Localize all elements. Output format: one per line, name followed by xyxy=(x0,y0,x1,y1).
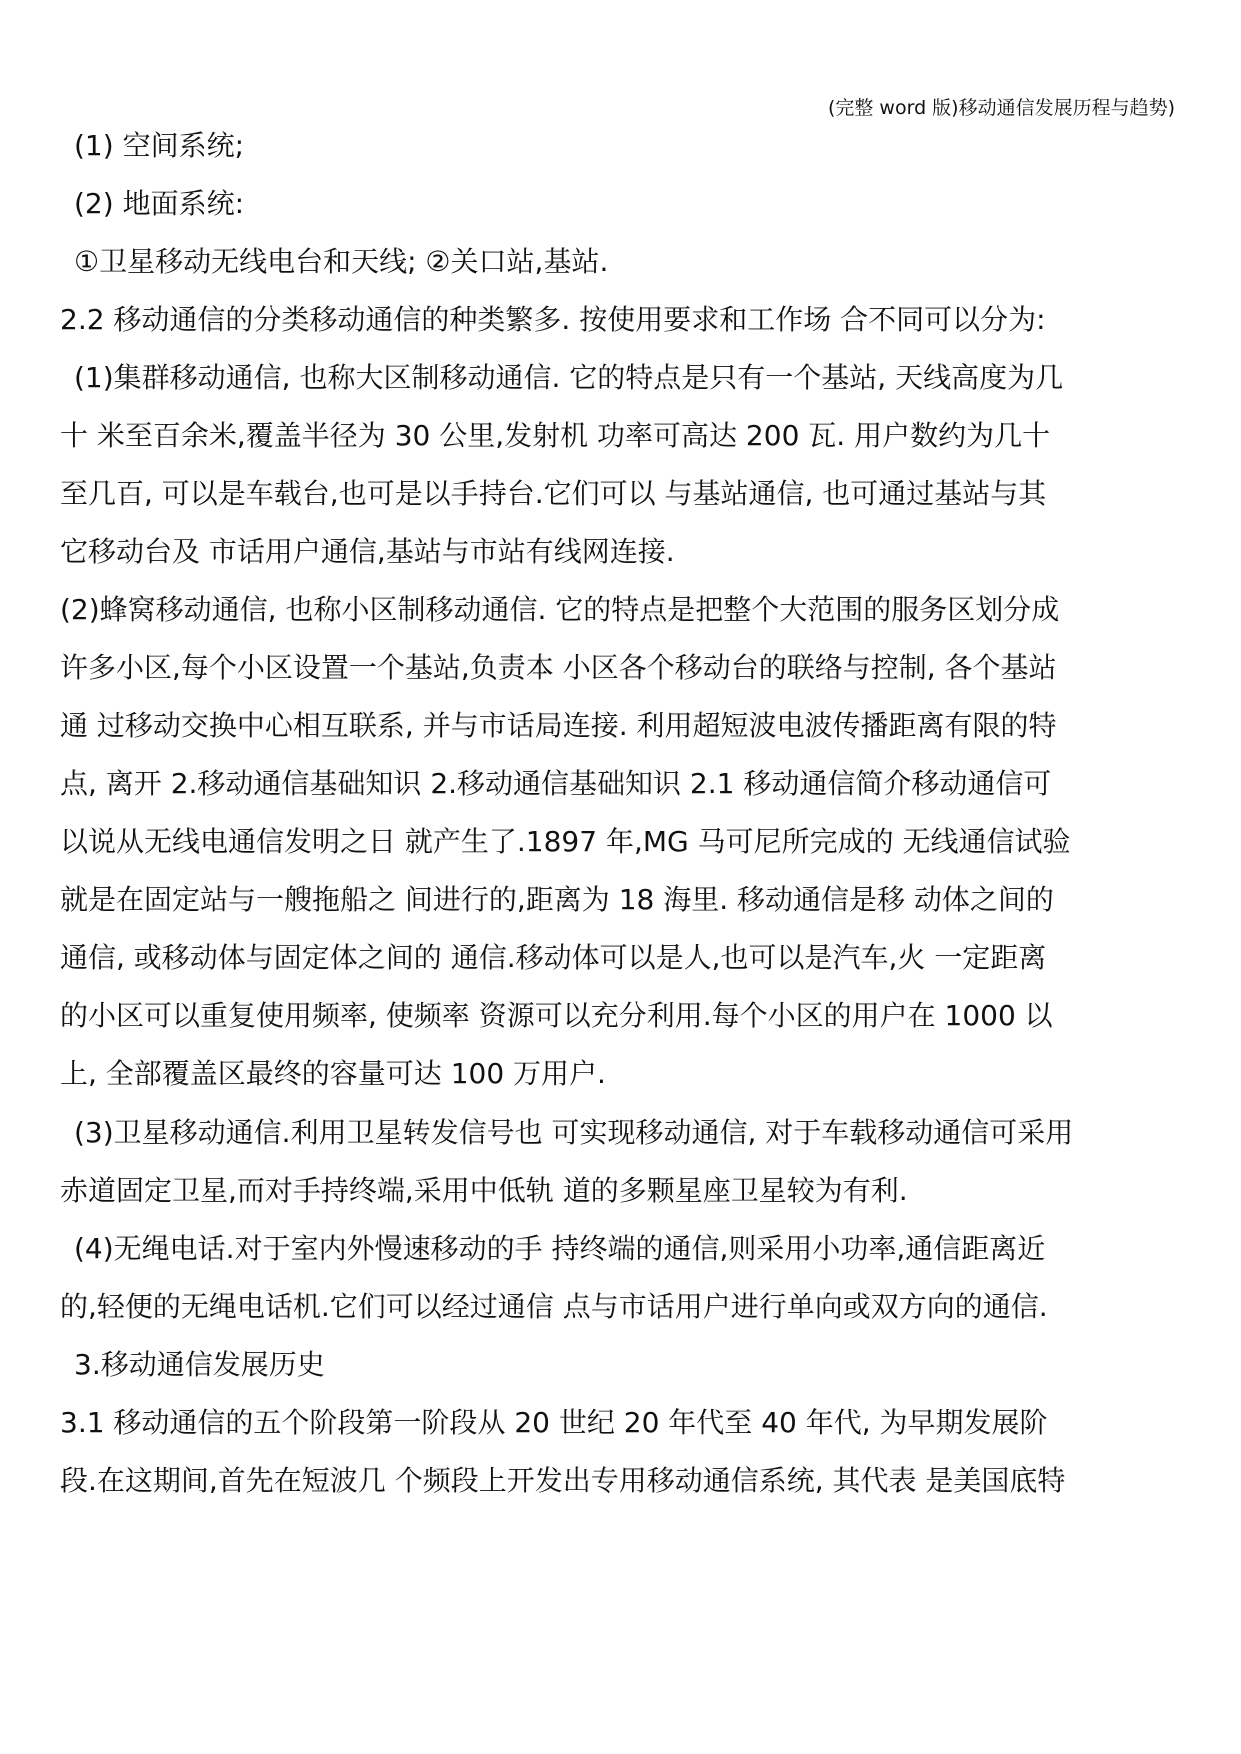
text-line: 的,轻便的无绳电话机.它们可以经过通信 点与市话用户进行单向或双方向的通信. xyxy=(60,1290,1048,1323)
text-line: 通 过移动交换中心相互联系, 并与市话局连接. 利用超短波电波传播距离有限的特 xyxy=(60,709,1057,742)
text-line: 的小区可以重复使用频率, 使频率 资源可以充分利用.每个小区的用户在 1000 以 xyxy=(60,999,1053,1032)
text-line: 2.2 移动通信的分类移动通信的种类繁多. 按使用要求和工作场 合不同可以分为: xyxy=(60,303,1046,336)
text-line: 通信, 或移动体与固定体之间的 通信.移动体可以是人,也可以是汽车,火 一定距离 xyxy=(60,941,1047,974)
text-line: (1)集群移动通信, 也称大区制移动通信. 它的特点是只有一个基站, 天线高度为几 xyxy=(74,361,1064,394)
text-line: (1) 空间系统; xyxy=(74,129,244,162)
text-line: 3.1 移动通信的五个阶段第一阶段从 20 世纪 20 年代至 40 年代, 为早期发展阶 xyxy=(60,1406,1048,1439)
text-line: 就是在固定站与一艘拖船之 间进行的,距离为 18 海里. 移动通信是移 动体之间的 xyxy=(60,883,1054,916)
text-line: 以说从无线电通信发明之日 就产生了.1897 年,MG 马可尼所完成的 无线通信试验 xyxy=(60,825,1071,858)
text-line: (2) 地面系统: xyxy=(74,187,244,220)
text-line: ①卫星移动无线电台和天线; ②关口站,基站. xyxy=(74,245,609,278)
text-line: 段.在这期间,首先在短波几 个频段上开发出专用移动通信系统, 其代表 是美国底特 xyxy=(60,1464,1066,1497)
text-line: 它移动台及 市话用户通信,基站与市站有线网连接. xyxy=(60,535,675,568)
text-line: 点, 离开 2.移动通信基础知识 2.移动通信基础知识 2.1 移动通信简介移动通信可 xyxy=(60,767,1052,800)
text-line: 赤道固定卫星,而对手持终端,采用中低轨 道的多颗星座卫星较为有利. xyxy=(60,1174,908,1207)
text-line: 许多小区,每个小区设置一个基站,负责本 小区各个移动台的联络与控制, 各个基站 xyxy=(60,651,1057,684)
text-line: 十 米至百余米,覆盖半径为 30 公里,发射机 功率可高达 200 瓦. 用户数约为几十 xyxy=(60,419,1051,452)
text-line: (3)卫星移动通信.利用卫星转发信号也 可实现移动通信, 对于车载移动通信可采用 xyxy=(74,1116,1074,1149)
text-line: (4)无绳电话.对于室内外慢速移动的手 持终端的通信,则采用小功率,通信距离近 xyxy=(74,1232,1046,1265)
text-line: (2)蜂窝移动通信, 也称小区制移动通信. 它的特点是把整个大范围的服务区划分成 xyxy=(60,593,1060,626)
page-header: (完整 word 版)移动通信发展历程与趋势) xyxy=(827,97,1175,119)
text-line: 3.移动通信发展历史 xyxy=(74,1348,325,1381)
text-line: 至几百, 可以是车载台,也可是以手持台.它们可以 与基站通信, 也可通过基站与其 xyxy=(60,477,1047,510)
text-line: 上, 全部覆盖区最终的容量可达 100 万用户. xyxy=(60,1057,606,1090)
